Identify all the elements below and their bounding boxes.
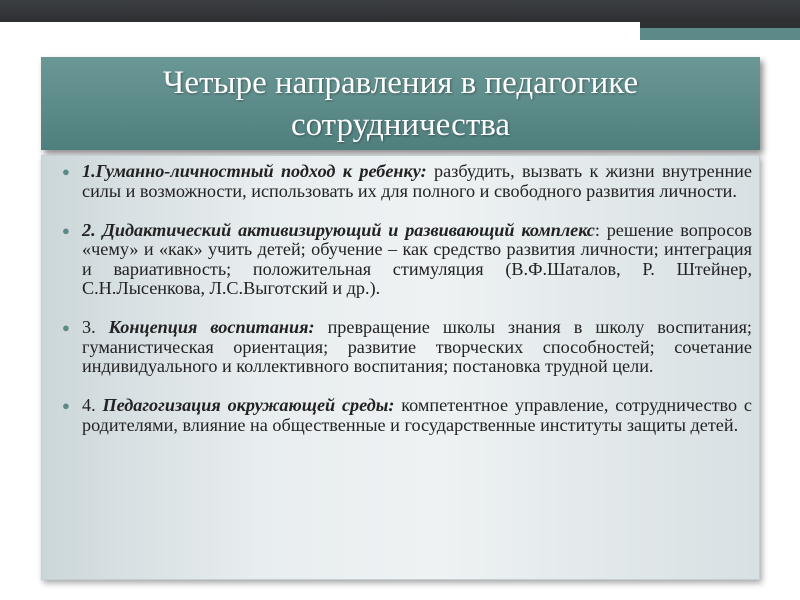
point-text: компетентное управление, сотрудничество с родителями, влияние на общественные и государственные институты защиты детей. — [82, 395, 752, 435]
bullet-icon: ● — [62, 398, 70, 413]
point-item — [62, 221, 752, 299]
point-heading: 2. Дидактический активизирующий и развивающий комплекс — [82, 219, 595, 240]
point-text: : решение вопросов «чему» и «как» учить детей; обучение – как средство развития личности; интеграция и вариативность; положительная стимуляция (В.Ф.Шаталов, Р. Штейнер, С.Н.Лысенкова, Л.С.Выготский и др.). — [82, 219, 752, 298]
point-item — [62, 318, 752, 377]
bullet-icon: ● — [62, 320, 70, 335]
point-number: 4. — [82, 395, 103, 415]
bullet-icon: ● — [62, 222, 70, 238]
bullet-icon: ● — [62, 164, 70, 179]
point-text: превращение школы знания в школу воспитания; гуманистическая ориентация; развитие творческих способностей; сочетание индивидуального и коллективного воспитания; постановка трудной цели. — [82, 317, 752, 376]
title-banner — [41, 57, 760, 150]
point-text: разбудить, вызвать к жизни внутренние силы и возможности, использовать их для полного и свободного развития личности. — [82, 161, 752, 201]
point-heading: Концепция воспитания: — [108, 317, 315, 337]
top-decorative-bar — [0, 0, 800, 22]
point-item — [62, 396, 752, 435]
point-item — [62, 162, 752, 201]
point-number: 3. — [82, 317, 109, 337]
slide-title: Четыре направления в педагогике сотрудничества — [162, 64, 639, 143]
point-heading: 1.Гуманно-личностный подход к ребенку: — [82, 161, 427, 181]
points-list — [62, 162, 752, 435]
point-heading: Педагогизация окружающей среды: — [102, 395, 395, 415]
top-right-accent-teal — [640, 28, 800, 40]
content-panel — [41, 155, 760, 580]
